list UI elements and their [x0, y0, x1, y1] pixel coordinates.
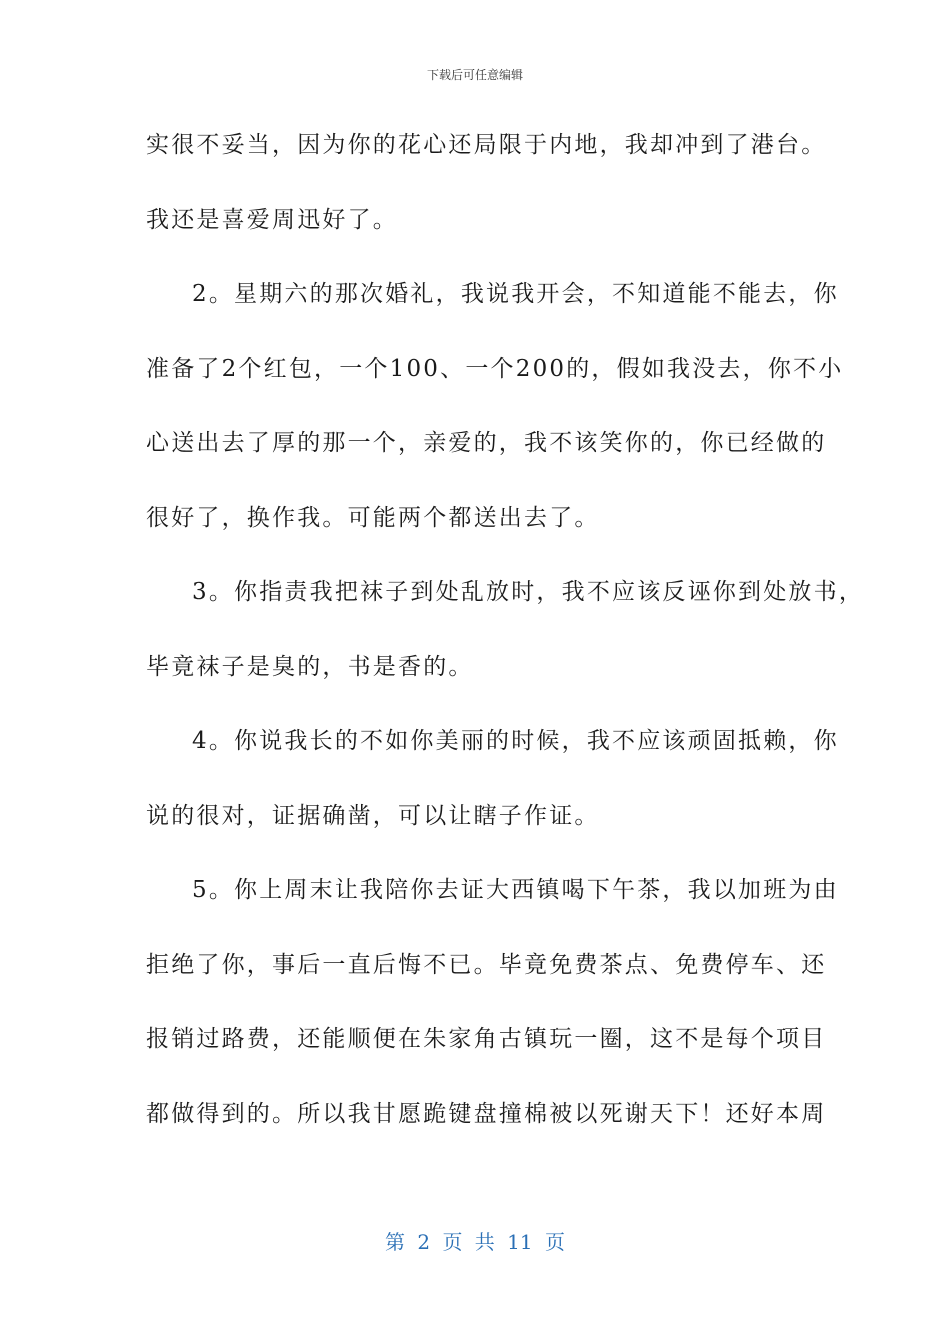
document-body	[146, 122, 865, 1165]
text-line: 报销过路费，还能顺便在朱家角古镇玩一圈，这不是每个项目	[146, 1026, 827, 1052]
text-line: 准备了2个红包，一个100、一个200的，假如我没去，你不小	[146, 355, 844, 382]
text-line: 都做得到的。所以我甘愿跪键盘撞棉被以死谢天下！还好本周	[146, 1100, 827, 1127]
text-line: 毕竟袜子是臭的，书是香的。	[146, 653, 474, 680]
text-line: 我还是喜爱周迅好了。	[146, 206, 398, 233]
paragraph-start-line: 5。你上周末让我陪你去证大西镇喝下午茶，我以加班为由	[192, 877, 839, 903]
text-line: 拒绝了你，事后一直后悔不已。毕竟免费茶点、免费停车、还	[146, 951, 827, 978]
paragraph-start-line: 2。星期六的那次婚礼，我说我开会，不知道能不能去，你	[192, 281, 839, 307]
header-note: 下载后可任意编辑	[426, 68, 523, 82]
page-number-footer: 第 2 页 共 11 页	[385, 1230, 565, 1254]
text-line: 实很不妥当，因为你的花心还局限于内地，我却冲到了港台。	[146, 132, 827, 158]
text-line: 心送出去了厚的那一个，亲爱的，我不该笑你的，你已经做的	[146, 430, 827, 456]
text-line: 说的很对，证据确凿，可以让瞎子作证。	[146, 802, 600, 829]
text-line: 很好了，换作我。可能两个都送出去了。	[146, 504, 600, 531]
paragraph-start-line: 3。你指责我把袜子到处乱放时，我不应该反诬你到处放书，	[192, 579, 865, 605]
paragraph-start-line: 4。你说我长的不如你美丽的时候，我不应该顽固抵赖，你	[192, 728, 839, 754]
